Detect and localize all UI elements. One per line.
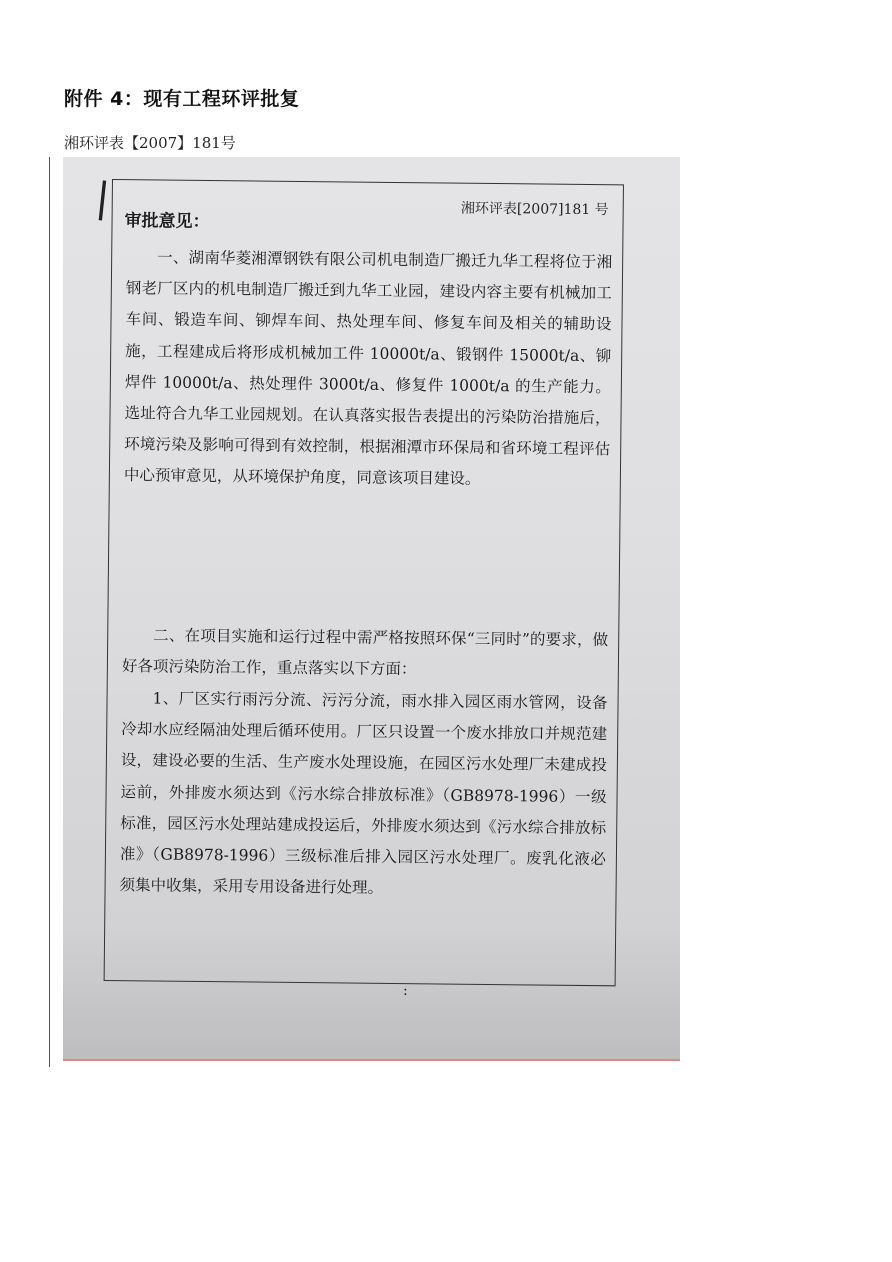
scanned-document-photo <box>63 157 680 1059</box>
photo-bottom-rule <box>63 1059 680 1061</box>
approval-opinion-label: 审批意见： <box>124 211 210 233</box>
bottom-mark: : <box>403 983 408 999</box>
margin-rule <box>49 157 50 1067</box>
document-number: 湘环评表[2007]181 号 <box>460 200 609 219</box>
paragraph-item-one: 1、厂区实行雨污分流、污污分流，雨水排入园区雨水管网，设备冷却水应经隔油处理后循环使用。厂区只设置一个废水排放口并规范建设，建设必要的生活、生产废水处理设施，在园区污水处理厂未建成投运前，外排废水须达到《污水综合排放标准》（GB8978-1996）一级标准，园区污水处理站建成投运后，外排废水须达到《污水综合排放标准》（GB8978-1996）三级标准后排入园区污水处理厂。废乳化液必须集中收集，采用专用设备进行处理。 <box>119 689 608 898</box>
paragraph-two: 二、在项目实施和运行过程中需严格按照环保“三同时”的要求，做好各项污染防治工作，重点落实以下方面： <box>121 626 609 679</box>
approval-form-box <box>104 179 624 986</box>
page-heading: 附件 4：现有工程环评批复 <box>64 88 300 110</box>
document-caption: 湘环评表【2007】181号 <box>64 134 236 152</box>
pen-mark: | <box>93 174 112 222</box>
paragraph-one: 一、湖南华菱湘潭钢铁有限公司机电制造厂搬迁九华工程将位于湘钢老厂区内的机电制造厂搬迁到九华工业园，建设内容主要有机械加工车间、锻造车间、铆焊车间、热处理车间、修复车间及相关的辅助设施，工程建成后将形成机械加工件 10000t/a、锻钢件 15000t/a、铆焊件 10000t/a、热处理件 3000t/a、修复件 1000t/a 的生产能力。选址符合九华工业园规划。在认真落实报告表提出的污染防治措施后，环境污染及影响可得到有效控制，根据湘潭市环保局和省环境工程评估中心预审意见，从环境保护角度，同意该项目建设。 <box>123 248 613 489</box>
